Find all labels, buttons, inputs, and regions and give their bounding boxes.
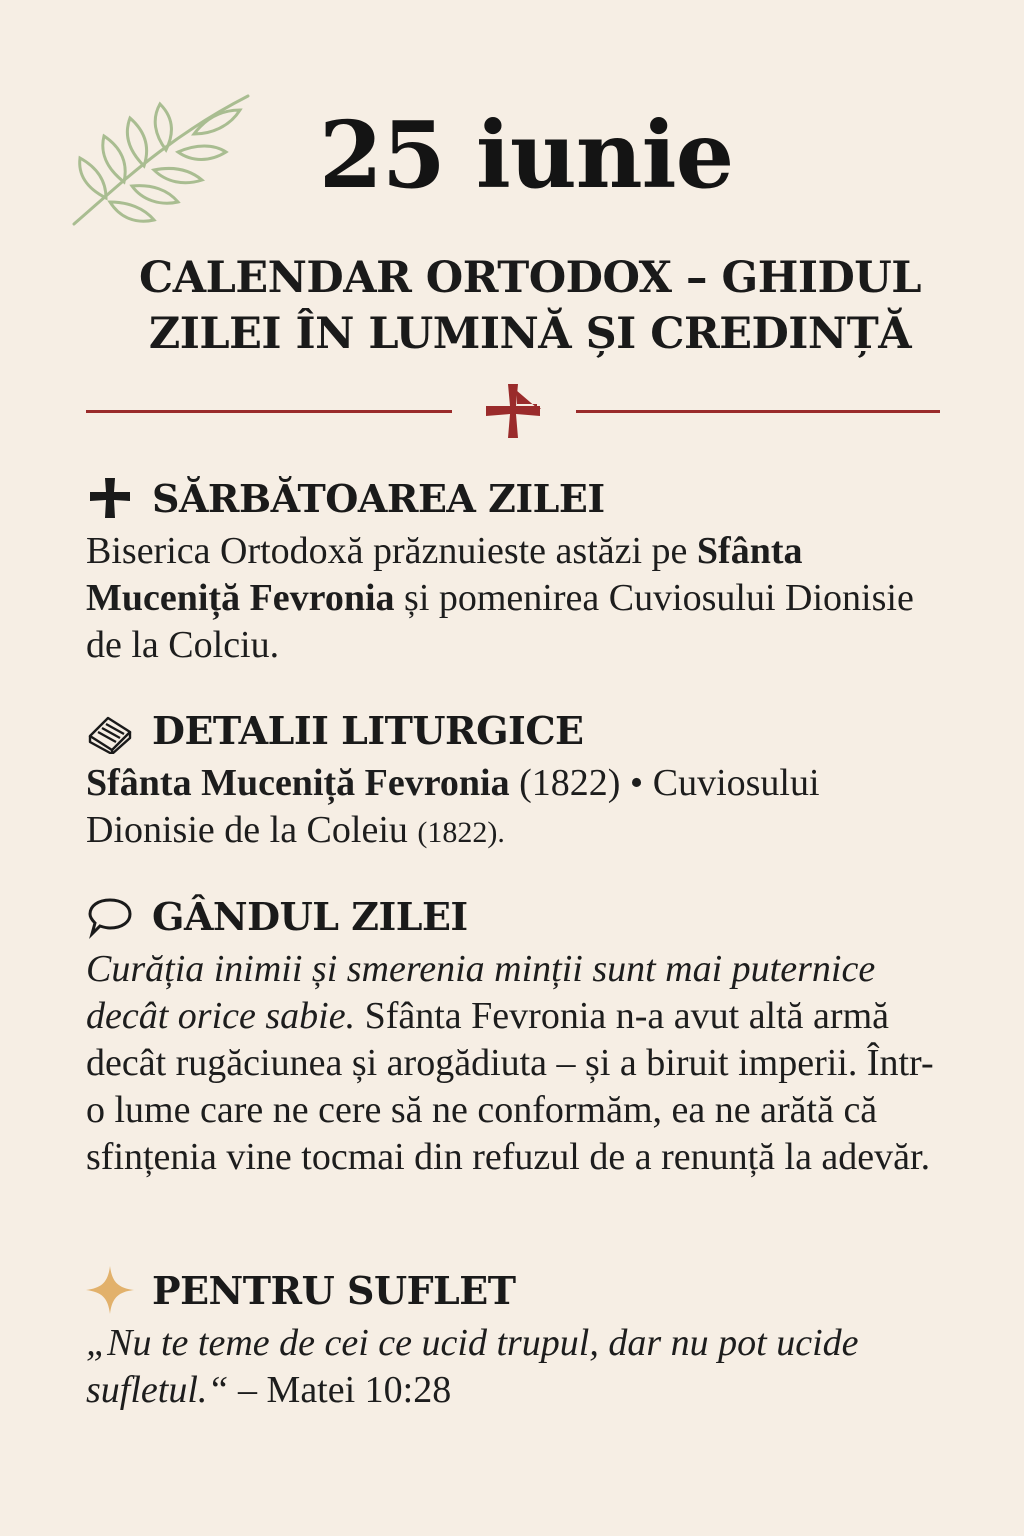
body-text-part: (1822) • Cuviosului Dionisie de la Coleiu [86,762,820,851]
section-heading-text: PENTRU SUFLET [152,1267,516,1313]
cross-icon [86,474,134,522]
section-heading [86,702,946,758]
red-cross-icon [484,382,542,440]
saint-name: Sfânta Muceniță Fevronia [86,762,510,804]
year-note: (1822). [417,816,505,849]
bible-reference: – Matei 10:28 [228,1369,452,1411]
body-text-part: Sfânta Fevronia n-a avut altă armă decât rugăciunea și arogădiuta – și a biruit imperii. Într-o lume care ne cere să ne conformăm, ea ne arătă că sfințenia vine tocmai din refuzul de a renunță la adevăr. [86,995,934,1178]
ornamental-divider [86,382,940,442]
section-heading-text: SĂRBĂTOAREA ZILEI [152,475,605,521]
body-text-part: Biserica Ortodoxă prăznuieste astăzi pe [86,530,697,572]
section-thought-of-the-day [86,888,946,1181]
body-text-part: și pomenirea Cuviosului Dionisie de la Colciu. [86,577,914,666]
page-title-date: 25 iunie [318,101,734,209]
section-heading-text: DETALII LITURGICE [152,707,584,753]
bible-quote: „Nu te teme de cei ce ucid trupul, dar nu pot ucide sufletul.“ [86,1322,859,1411]
section-for-the-soul [86,1262,946,1414]
divider-line-left [86,410,452,413]
saint-name: Sfânta Muceniță Fevronia [86,530,803,619]
book-icon [86,706,134,754]
section-heading [86,888,946,944]
section-heading [86,1262,946,1318]
section-body [86,528,946,669]
section-liturgical-details [86,702,946,856]
divider-line-right [576,410,940,413]
section-heading-text: GÂNDUL ZILEI [152,893,468,939]
thought-quote: Curăția inimii și smerenia minții sunt mai puternice decât orice sabie. [86,948,876,1037]
section-body [86,946,946,1181]
section-heading [86,470,946,526]
speech-bubble-icon [86,892,134,940]
section-body [86,760,946,856]
page-subtitle: CALENDAR ORTODOX – GHIDUL ZILEI ÎN LUMINĂ ȘI CREDINȚĂ [139,253,921,359]
star-icon [86,1266,134,1314]
section-feast-of-the-day [86,470,946,669]
section-body [86,1320,946,1414]
